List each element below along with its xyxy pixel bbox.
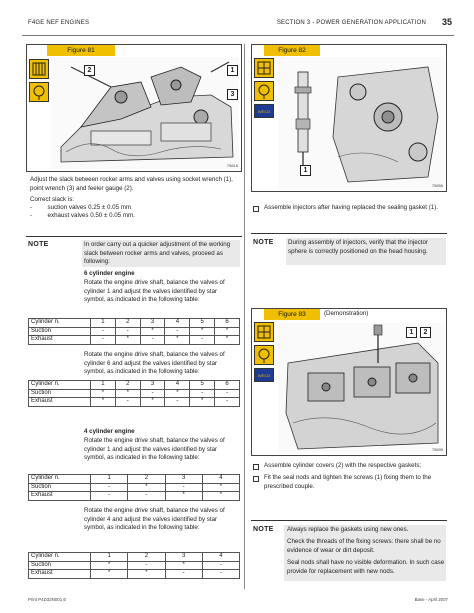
- table-cell: -: [165, 570, 202, 579]
- table-row: [29, 570, 240, 579]
- table-cell: *: [202, 483, 239, 492]
- table-cell: Exhaust: [29, 336, 91, 345]
- figure-83: [251, 308, 447, 456]
- table-cell: *: [190, 398, 215, 407]
- checkbox-icon: [253, 206, 259, 212]
- figure-83-label: Figure 83: [264, 309, 320, 320]
- valve-adjust-icon: [29, 59, 49, 79]
- footer-edition: Base - April 2007: [414, 597, 448, 602]
- table-row: [29, 381, 240, 390]
- callout-1: 1: [227, 65, 238, 76]
- table-cell: Exhaust: [29, 492, 91, 501]
- table-row: [29, 553, 240, 562]
- table-cell: Exhaust: [29, 570, 91, 579]
- table-cell: Exhaust: [29, 398, 91, 407]
- grid-icon: [254, 58, 274, 78]
- header-left: F4GE NEF ENGINES: [28, 20, 90, 26]
- table-cell: *: [128, 570, 165, 579]
- table-cell: -: [165, 398, 190, 407]
- table-cell: *: [115, 389, 140, 398]
- figure-81-label: Figure 81: [47, 45, 115, 56]
- table-cell: 3: [140, 381, 165, 390]
- table-row: [29, 398, 240, 407]
- table-row: [29, 327, 240, 336]
- table-cell: 2: [128, 553, 165, 562]
- table-cell: *: [165, 492, 202, 501]
- valve-table-6cyl-1: [28, 318, 240, 345]
- cover-step-2: Fit the seal nods and tighten the screws (1) fixing them to the prescribed couple.: [264, 474, 432, 490]
- table-cell: -: [140, 336, 165, 345]
- table-cell: *: [91, 561, 128, 570]
- table-cell: -: [128, 492, 165, 501]
- table-row: [29, 483, 240, 492]
- slack-label: suction valves: [47, 204, 87, 211]
- four-cylinder-text-2: Rotate the engine drive shaft, balance the valves of cylinder 4 and adjust the valves identified by star symbol, as indicated in the following table:: [84, 507, 225, 532]
- table-cell: -: [215, 398, 240, 407]
- page-number: 35: [441, 17, 452, 27]
- table-row: [29, 389, 240, 398]
- checkbox-icon: [253, 476, 259, 482]
- table-cell: 4: [165, 381, 190, 390]
- list-marker: -: [30, 204, 33, 211]
- page-header: [22, 14, 454, 36]
- note-line-2: Check the threads of the fixing screws: there shall be no evidence of wear or dirt deposit.: [287, 538, 441, 554]
- table-cell: 5: [190, 381, 215, 390]
- table-cell: 3: [165, 553, 202, 562]
- figure-81: [26, 44, 242, 172]
- four-cylinder-text-1: Rotate the engine drive shaft, balance the valves of cylinder 1 and adjust the valves identified by star symbol, as indicated in the following table:: [84, 437, 225, 462]
- table-row: [29, 561, 240, 570]
- table-cell: -: [202, 570, 239, 579]
- callout-1: 1: [406, 327, 417, 338]
- table-cell: 2: [115, 319, 140, 328]
- table-cell: -: [165, 327, 190, 336]
- callout-1: 1: [300, 165, 311, 176]
- table-cell: -: [140, 389, 165, 398]
- table-cell: Cylinder n.: [29, 475, 91, 484]
- note-label: NOTE: [253, 526, 274, 533]
- note-line-1: Always replace the gaskets using new ones.: [287, 526, 409, 533]
- note-text: During assembly of injectors, verify that the injector sphere is correctly positioned on the head housing.: [288, 239, 428, 255]
- table-cell: *: [140, 398, 165, 407]
- table-cell: -: [128, 561, 165, 570]
- gauge-icon: [29, 82, 49, 102]
- six-cylinder-text-2: Rotate the engine drive shaft, balance the valves of cylinder 6 and adjust the valves identified by star symbol, as indicated in the following table:: [84, 351, 225, 376]
- six-cylinder-text-1: Rotate the engine drive shaft, balance the valves of cylinder 1 and adjust the valves identified by star symbol, as indicated in the following table:: [84, 279, 225, 304]
- slack-value: 0.25 ± 0.05 mm: [88, 204, 132, 211]
- tool-icon: [254, 345, 274, 365]
- callout-2: 2: [420, 327, 431, 338]
- table-cell: Suction: [29, 327, 91, 336]
- table-cell: -: [115, 398, 140, 407]
- table-row: [29, 492, 240, 501]
- table-row: [29, 475, 240, 484]
- table-cell: 6: [215, 319, 240, 328]
- table-cell: Cylinder n.: [29, 381, 91, 390]
- note-label: NOTE: [253, 239, 274, 246]
- table-cell: Suction: [29, 561, 91, 570]
- table-cell: 1: [91, 553, 128, 562]
- grid-icon: [254, 322, 274, 342]
- table-cell: -: [202, 561, 239, 570]
- table-cell: *: [128, 483, 165, 492]
- table-cell: Cylinder n.: [29, 319, 91, 328]
- table-cell: 4: [202, 475, 239, 484]
- table-cell: -: [165, 483, 202, 492]
- figure-82: [251, 44, 447, 192]
- valve-table-6cyl-2: [28, 380, 240, 407]
- valve-table-4cyl-2: [28, 552, 240, 579]
- figure-82-label: Figure 82: [264, 45, 320, 56]
- note-rule: [251, 520, 447, 521]
- table-cell: *: [115, 336, 140, 345]
- table-cell: 3: [165, 475, 202, 484]
- table-cell: 2: [115, 381, 140, 390]
- footer-print-code: Print P4D32N001 E: [28, 597, 67, 602]
- note-label: NOTE: [28, 241, 49, 248]
- table-cell: -: [91, 492, 128, 501]
- four-cylinder-title: 4 cylinder engine: [84, 428, 135, 435]
- cylinder-cover-illustration: [278, 323, 444, 453]
- table-row: [29, 336, 240, 345]
- callout-2: 2: [84, 65, 95, 76]
- slack-value: 0.50 ± 0.05 mm.: [90, 212, 135, 219]
- table-cell: *: [215, 336, 240, 345]
- table-cell: *: [91, 398, 116, 407]
- note-rule: [26, 236, 242, 237]
- fig81-caption: Adjust the slack between rocker arms and valves using socket wrench (1), point wrench (3) and feeler gauge (2).: [30, 176, 233, 192]
- table-cell: -: [190, 389, 215, 398]
- table-cell: *: [190, 327, 215, 336]
- table-cell: *: [91, 570, 128, 579]
- table-cell: 2: [128, 475, 165, 484]
- iveco-badge: IVECO: [254, 104, 274, 118]
- table-cell: -: [91, 483, 128, 492]
- note-rule: [251, 233, 447, 234]
- table-cell: *: [165, 561, 202, 570]
- table-cell: *: [91, 389, 116, 398]
- iveco-badge: IVECO: [254, 368, 274, 382]
- six-cylinder-title: 6 cylinder engine: [84, 270, 135, 277]
- table-cell: 1: [91, 381, 116, 390]
- column-divider: [244, 44, 245, 589]
- figure-83-subtitle: (Demonstration): [324, 310, 369, 317]
- table-cell: -: [190, 336, 215, 345]
- list-marker: -: [30, 212, 33, 219]
- correct-slack-label: Correct slack is:: [30, 196, 75, 203]
- table-cell: *: [140, 327, 165, 336]
- table-cell: 1: [91, 319, 116, 328]
- table-cell: Suction: [29, 483, 91, 492]
- table-cell: -: [91, 336, 116, 345]
- table-cell: *: [215, 327, 240, 336]
- figure-ref: 75656: [431, 182, 443, 188]
- injector-step: Assemble injectors after having replaced the sealing gasket (1).: [264, 204, 439, 211]
- callout-3: 3: [227, 89, 238, 100]
- tool-icon: [254, 81, 274, 101]
- table-cell: 3: [140, 319, 165, 328]
- table-cell: -: [91, 327, 116, 336]
- table-cell: Cylinder n.: [29, 553, 91, 562]
- slack-label: exhaust valves: [47, 212, 89, 219]
- note-line-3: Seal nods shall have no visible deformation. In such case provide for replacement with new nods.: [287, 559, 445, 575]
- table-cell: 5: [190, 319, 215, 328]
- table-cell: *: [165, 389, 190, 398]
- checkbox-icon: [253, 464, 259, 470]
- table-cell: 4: [165, 319, 190, 328]
- note-text: In order carry out a quicker adjustment of the working slack between rocker arms and valves, proceed as following:: [84, 241, 231, 266]
- table-cell: 4: [202, 553, 239, 562]
- slack-list-item: [30, 212, 240, 221]
- table-cell: 6: [215, 381, 240, 390]
- header-right: SECTION 3 - POWER GENERATION APPLICATION: [276, 20, 426, 26]
- table-cell: *: [165, 336, 190, 345]
- table-cell: *: [202, 492, 239, 501]
- table-cell: Suction: [29, 389, 91, 398]
- table-row: [29, 319, 240, 328]
- valve-table-4cyl-1: [28, 474, 240, 501]
- rocker-arm-illustration: [51, 57, 239, 169]
- table-cell: -: [115, 327, 140, 336]
- table-cell: -: [215, 389, 240, 398]
- table-cell: 1: [91, 475, 128, 484]
- figure-ref: 75699: [431, 446, 443, 452]
- cover-step-1: Assemble cylinder covers (2) with the respective gaskets;: [264, 462, 422, 469]
- figure-ref: 75616: [226, 162, 238, 168]
